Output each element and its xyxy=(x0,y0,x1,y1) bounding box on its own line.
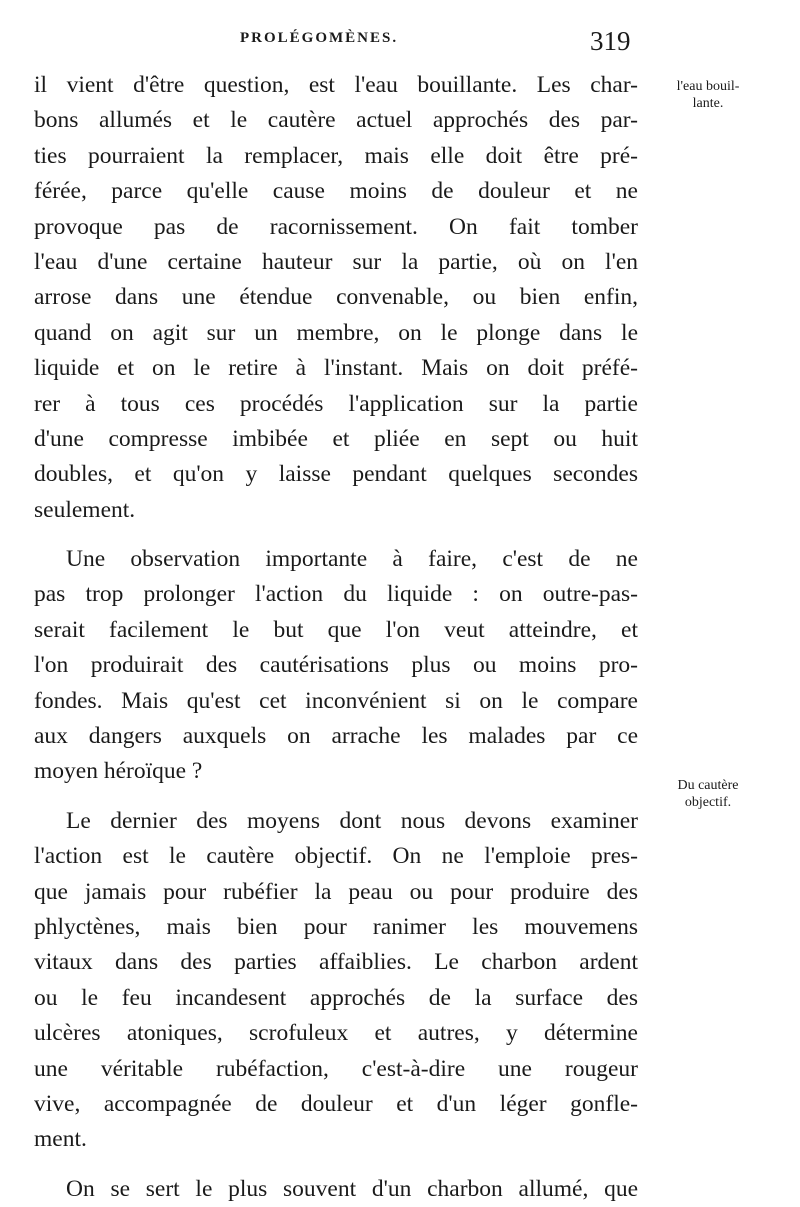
text-line: d'une compresse imbibée et pliée en sept ou huit xyxy=(34,425,638,452)
paragraph xyxy=(34,68,638,528)
text-line: quand on agit sur un membre, on le plonge dans le xyxy=(34,319,638,346)
body-text xyxy=(34,68,638,1207)
text-line: phlyctènes, mais bien pour ranimer les mouvemens xyxy=(34,913,638,940)
paragraph xyxy=(34,1172,638,1207)
margin-note-line: objectif. xyxy=(684,795,732,810)
margin-note-eau-bouillante xyxy=(652,78,764,112)
text-line: seulement. xyxy=(34,496,136,523)
text-line: Une observation importante à faire, c'est de ne xyxy=(66,546,638,573)
text-line: l'eau d'une certaine hauteur sur la partie, où on l'en xyxy=(34,248,638,275)
text-line: provoque pas de racornissement. On fait tomber xyxy=(34,213,638,240)
text-line: vive, accompagnée de douleur et d'un léger gonfle- xyxy=(34,1090,638,1117)
text-line: liquide et on le retire à l'instant. Mais on doit préfé- xyxy=(34,355,638,382)
margin-note-line: l'eau bouil- xyxy=(676,79,740,94)
text-line: serait facilement le but que l'on veut atteindre, et xyxy=(34,616,638,643)
text-line: fondes. Mais qu'est cet inconvénient si on le compare xyxy=(34,687,638,714)
text-line: ties pourraient la remplacer, mais elle doit être pré- xyxy=(34,142,638,169)
text-line: On se sert le plus souvent d'un charbon allumé, que xyxy=(66,1175,638,1202)
margin-note-cautere-objectif xyxy=(652,777,764,811)
text-line: arrose dans une étendue convenable, ou bien enfin, xyxy=(34,284,638,311)
text-line: une véritable rubéfaction, c'est-à-dire une rougeur xyxy=(34,1055,638,1082)
text-line: l'on produirait des cautérisations plus ou moins pro- xyxy=(34,652,638,679)
text-line: rer à tous ces procédés l'application sur la partie xyxy=(34,390,638,417)
text-line: ulcères atoniques, scrofuleux et autres, y détermine xyxy=(34,1020,638,1047)
paragraph xyxy=(34,804,638,1158)
text-line: Le dernier des moyens dont nous devons examiner xyxy=(66,807,638,834)
text-line: ou le feu incandesent approchés de la surface des xyxy=(34,984,638,1011)
text-line: l'action est le cautère objectif. On ne l'emploie pres- xyxy=(34,843,638,870)
text-line: vitaux dans des parties affaiblies. Le charbon ardent xyxy=(34,949,638,976)
margin-note-line: lante. xyxy=(692,96,724,111)
margin-note-line: Du cautère xyxy=(677,778,739,793)
text-line: aux dangers auxquels on arrache les malades par ce xyxy=(34,723,638,750)
text-line: férée, parce qu'elle cause moins de douleur et ne xyxy=(34,178,638,205)
text-line: moyen héroïque ? xyxy=(34,758,203,785)
page-number: 319 xyxy=(590,26,631,56)
text-line: il vient d'être question, est l'eau bouillante. Les char- xyxy=(34,72,638,98)
text-line: pas trop prolonger l'action du liquide : on outre-pas- xyxy=(34,581,638,608)
text-line: bons allumés et le cautère actuel approchés des par- xyxy=(34,107,638,134)
paragraph xyxy=(34,542,638,790)
running-head: PROLÉGOMÈNES. xyxy=(240,30,399,46)
text-line: ment. xyxy=(34,1126,87,1153)
text-line: doubles, et qu'on y laisse pendant quelques secondes xyxy=(34,461,638,488)
text-line: que jamais pour rubéfier la peau ou pour produire des xyxy=(34,878,638,905)
